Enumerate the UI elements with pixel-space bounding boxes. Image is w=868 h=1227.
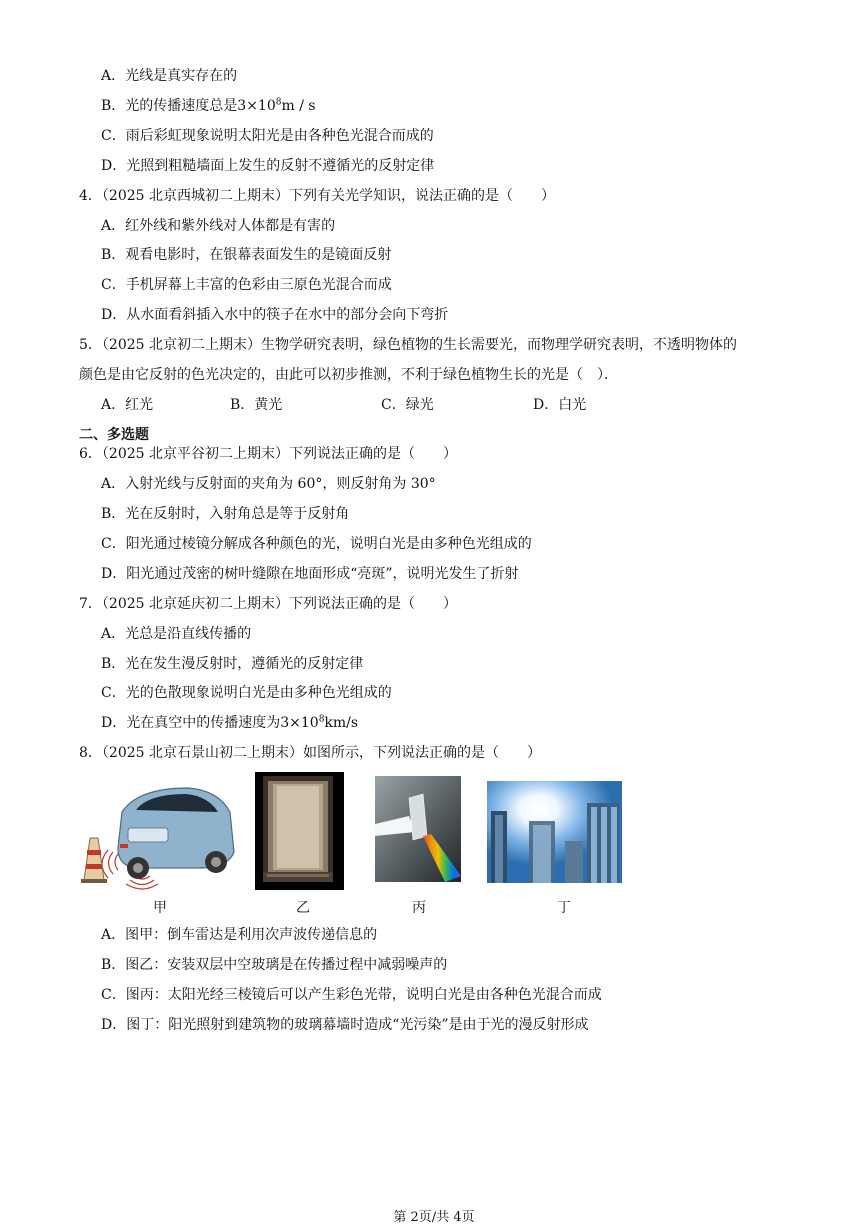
prev-option-d: D．光照到粗糙墙面上发生的反射不遵循光的反射定律 (101, 158, 435, 174)
figure-car-radar (78, 782, 236, 890)
q8-option-a: A．图甲：倒车雷达是利用次声波传递信息的 (101, 927, 378, 943)
prev-option-b-text: B．光的传播速度总是 (101, 98, 238, 114)
caption-bing: 丙 (412, 900, 426, 916)
q4-option-a: A．红外线和紫外线对人体都是有害的 (101, 218, 336, 234)
q7-option-d-text: D．光在真空中的传播速度为 (101, 715, 281, 731)
speed-base: 3×10 (237, 98, 276, 114)
q5-option-c: C．绿光 (381, 397, 434, 413)
q6-option-a: A．入射光线与反射面的夹角为 60°，则反射角为 30° (101, 476, 436, 492)
q7-stem: 7．（2025 北京延庆初二上期末）下列说法正确的是（ ） (79, 596, 457, 612)
q8-option-d: D．图丁：阳光照射到建筑物的玻璃幕墙时造成“光污染”是由于光的漫反射形成 (101, 1017, 589, 1033)
figure-prism (375, 776, 461, 882)
q5-stem-line2: 颜色是由它反射的色光决定的，由此可以初步推测，不利于绿色植物生长的光是（ ）． (79, 367, 618, 383)
q8-stem: 8．（2025 北京石景山初二上期末）如图所示，下列说法正确的是（ ） (79, 745, 541, 761)
q8-option-c: C．图丙：太阳光经三棱镜后可以产生彩色光带，说明白光是由各种色光混合而成 (101, 987, 602, 1003)
q4-option-b: B．观看电影时，在银幕表面发生的是镜面反射 (101, 247, 392, 263)
q5-option-a: A．红光 (101, 397, 154, 413)
speed-exponent: 8 (275, 97, 282, 108)
q7-speed-base: 3×10 (280, 715, 319, 731)
q4-stem: 4．（2025 北京西城初二上期末）下列有关光学知识，说法正确的是（ ） (79, 188, 555, 204)
prev-option-a: A．光线是真实存在的 (101, 68, 238, 84)
q5-stem-line1: 5．（2025 北京初二上期末）生物学研究表明，绿色植物的生长需要光，而物理学研究表明，不透明物体的 (79, 337, 737, 353)
caption-ding: 丁 (557, 900, 571, 916)
speed-unit: m / s (281, 98, 316, 114)
caption-jia: 甲 (153, 900, 167, 916)
q7-option-b: B．光在发生漫反射时，遵循光的反射定律 (101, 656, 364, 672)
caption-yi: 乙 (296, 900, 310, 916)
section-title: 二、多选题 (79, 427, 149, 443)
q6-option-d: D．阳光通过茂密的树叶缝隙在地面形成“亮斑”，说明光发生了折射 (101, 566, 519, 582)
page-footer: 第 2页/共 4页 (393, 1210, 475, 1225)
prev-option-c: C．雨后彩虹现象说明太阳光是由各种色光混合而成的 (101, 128, 434, 144)
q5-option-b: B．黄光 (230, 397, 283, 413)
q7-option-a: A．光总是沿直线传播的 (101, 626, 252, 642)
q7-option-c: C．光的色散现象说明白光是由多种色光组成的 (101, 685, 392, 701)
q6-stem: 6．（2025 北京平谷初二上期末）下列说法正确的是（ ） (79, 446, 457, 462)
q7-speed-exponent: 8 (318, 714, 325, 725)
q7-speed-unit: km/s (324, 715, 359, 731)
q4-option-c: C．手机屏幕上丰富的色彩由三原色光混合而成 (101, 277, 392, 293)
q8-option-b: B．图乙：安装双层中空玻璃是在传播过程中减弱噪声的 (101, 957, 448, 973)
q5-option-d: D．白光 (533, 397, 587, 413)
q7-option-d (101, 713, 358, 733)
q6-option-b: B．光在反射时，入射角总是等于反射角 (101, 506, 350, 522)
figure-double-glazing (255, 772, 344, 890)
q6-option-c: C．阳光通过棱镜分解成各种颜色的光，说明白光是由多种色光组成的 (101, 536, 532, 552)
figure-glass-curtain-wall (487, 781, 622, 883)
q4-option-d: D．从水面看斜插入水中的筷子在水中的部分会向下弯折 (101, 307, 449, 323)
prev-option-b (101, 96, 316, 116)
